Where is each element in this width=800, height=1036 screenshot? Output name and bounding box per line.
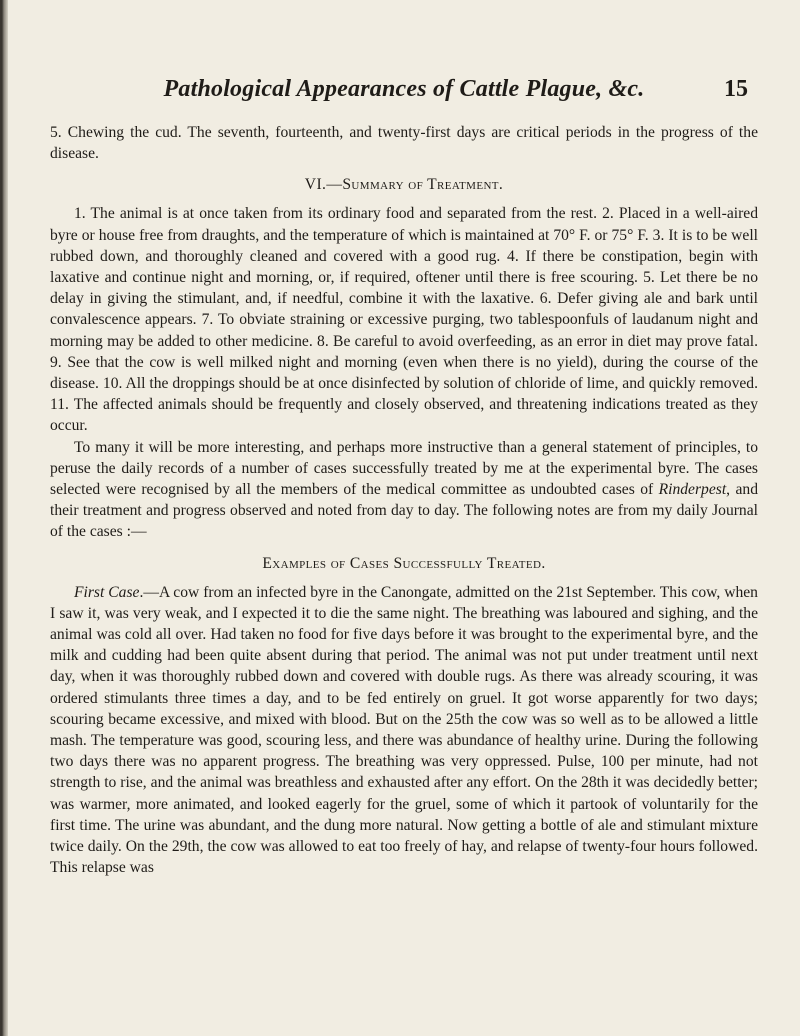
book-page (50, 72, 758, 879)
paragraph-case-introduction (50, 437, 758, 543)
running-head (50, 72, 758, 112)
section-heading-summary-of-treatment: VI.—Summary of Treatment. (304, 176, 504, 194)
section-heading-examples: Examples of Cases Successfully Treated. (262, 554, 546, 572)
paragraph-chewing-the-cud: 5. Chewing the cud. The seventh, fourteenth, and twenty-first days are critical periods in the progress of the disease. (50, 124, 758, 163)
paragraph-case-introduction-start: To many it will be more interesting, and perhaps more instructive than a general statement of principles, to peruse the daily records of a number of cases successfully treated by me at the experimental byre. The cases selected were recognised by all the members of the medical committee as undoubted cases of (50, 438, 758, 499)
running-title: Pathological Appearances of Cattle Plague, &c. (163, 76, 645, 102)
page-binding-edge (0, 0, 8, 1036)
page-number: 15 (724, 76, 748, 102)
paragraph-first-case (50, 582, 758, 879)
first-case-label: First Case (74, 583, 140, 601)
first-case-text: .—A cow from an infected byre in the Canongate, admitted on the 21st September. This cow, when I saw it, was very weak, and I expected it to die the same night. The breathing was laboured and sighing, and the animal was cold all over. Had taken no food for five days before it was brought to the experimental byre, and the milk and cudding had been quite absent during that period. The animal was not put under treatment until next day, when it was thoroughly rubbed down and covered with double rugs. As there was already scouring, it was ordered stimulants three times a day, and to be fed entirely on gruel. It got worse apparently for two days; scouring became excessive, and mixed with blood. But on the 25th the cow was so well as to be allowed a little mash. The temperature was good, scouring less, and there was abundance of healthy urine. During the following two days there was no apparent progress. The breathing was very oppressed. Pulse, 100 per minute, had not strength to rise, and the animal was breathless and exhausted after any effort. On the 28th it was decidedly better; was warmer, more animated, and looked eagerly for the gruel, some of which it partook of voluntarily for the first time. The urine was abundant, and the dung more natural. Now getting a bottle of ale and stimulant mixture twice daily. On the 29th, the cow was allowed to eat too freely of hay, and relapse of twenty-four hours followed. This relapse was (50, 583, 758, 877)
paragraph-treatment-steps: 1. The animal is at once taken from its ordinary food and separated from the rest. 2. Placed in a well-aired byre or house free from draughts, and the temperature of which is maintained at 70° F. or 75° F. 3. It is to be well rubbed down, and thoroughly cleaned and covered with a good rug. 4. If there be constipation, begin with laxative and continue night and morning, or, if required, oftener until there is free scouring. 5. Let there be no delay in giving the stimulant, and, if needful, combine it with the laxative. 6. Defer giving ale and bark until convalescence appears. 7. To obviate straining or excessive purging, two tablespoonfuls of laudanum night and morning may be added to other medicine. 8. Be careful to avoid overfeeding, as an error in diet may prove fatal. 9. See that the cow is well milked night and morning (even when there is no yield), during the course of the disease. 10. All the droppings should be at once disinfected by solution of chloride of lime, and quickly removed. 11. The affected animals should be frequently and closely observed, and threatening indications treated as they occur. (50, 205, 758, 435)
rinderpest-italic: Rinderpest (658, 481, 727, 499)
paragraph-case-introduction-end: , and their treatment and progress observed and noted from day to day. The following notes are from my daily Journal of the cases :— (50, 481, 759, 541)
